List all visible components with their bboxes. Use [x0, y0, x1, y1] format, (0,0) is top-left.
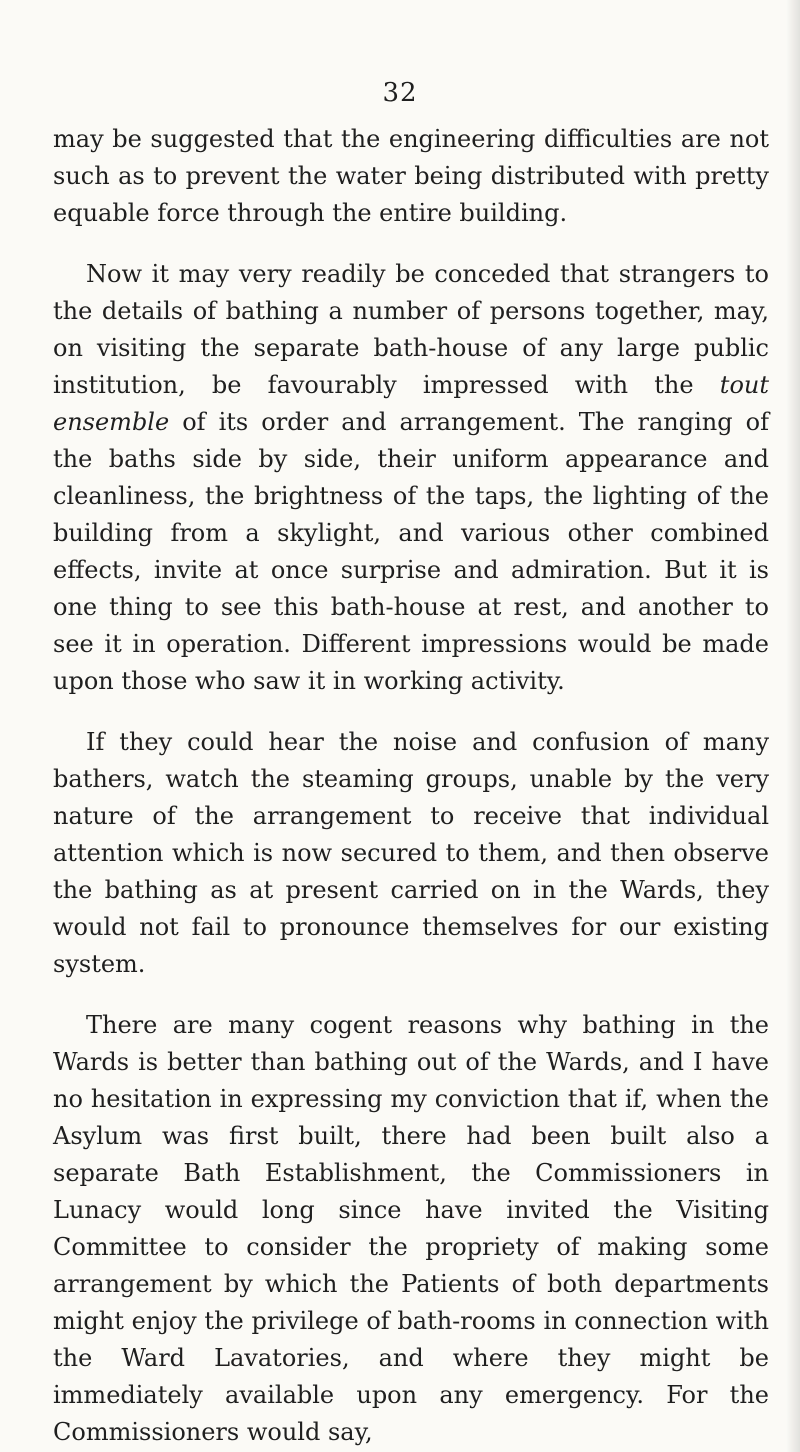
paragraph-1: may be suggested that the engineering difficulties are not such as to prevent the water being distributed with pretty equable force through the entire building. [53, 125, 769, 227]
italic-phrase: tout ensemble [53, 371, 769, 436]
page-number: 32 [382, 78, 418, 108]
paragraph-2-text-after: of its order and arrangement. The ranging of the baths side by side, their uniform appearance and cleanliness, the brightness of the taps, the lighting of the building from a skylight, and various other combined effects, invite at once surprise and admiration. But it is one thing to see this bath-house at rest, and another to see it in operation. Different impressions would be made upon those who saw it in working activity. [53, 408, 769, 695]
paragraph-4: There are many cogent reasons why bathing in the Wards is better than bathing out of the Wards, and I have no hesitation in expressing my conviction that if, when the Asylum was first built, there had been built also a separate Bath Establishment, the Commissioners in Lunacy would long since have invited the Visiting Committee to consider the propriety of making some arrangement by which the Patients of both departments might enjoy the privilege of bath-rooms in connection with the Ward Lavatories, and where they might be immediately available upon any emergency. For the Commissioners would say, [53, 1011, 769, 1446]
page-edge-shadow [786, 0, 800, 1452]
body-text [53, 121, 769, 1451]
paragraph-3: If they could hear the noise and confusion of many bathers, watch the steaming groups, unable by the very nature of the arrangement to receive that individual attention which is now secured to them, and then observe the bathing as at present carried on in the Wards, they would not fail to pronounce themselves for our existing system. [53, 728, 769, 978]
paragraph-2-text-before: Now it may very readily be conceded that strangers to the details of bathing a number of persons together, may, on visiting the separate bath-house of any large public institution, be favourably impressed with the [53, 260, 769, 399]
paragraph-2 [53, 256, 769, 700]
